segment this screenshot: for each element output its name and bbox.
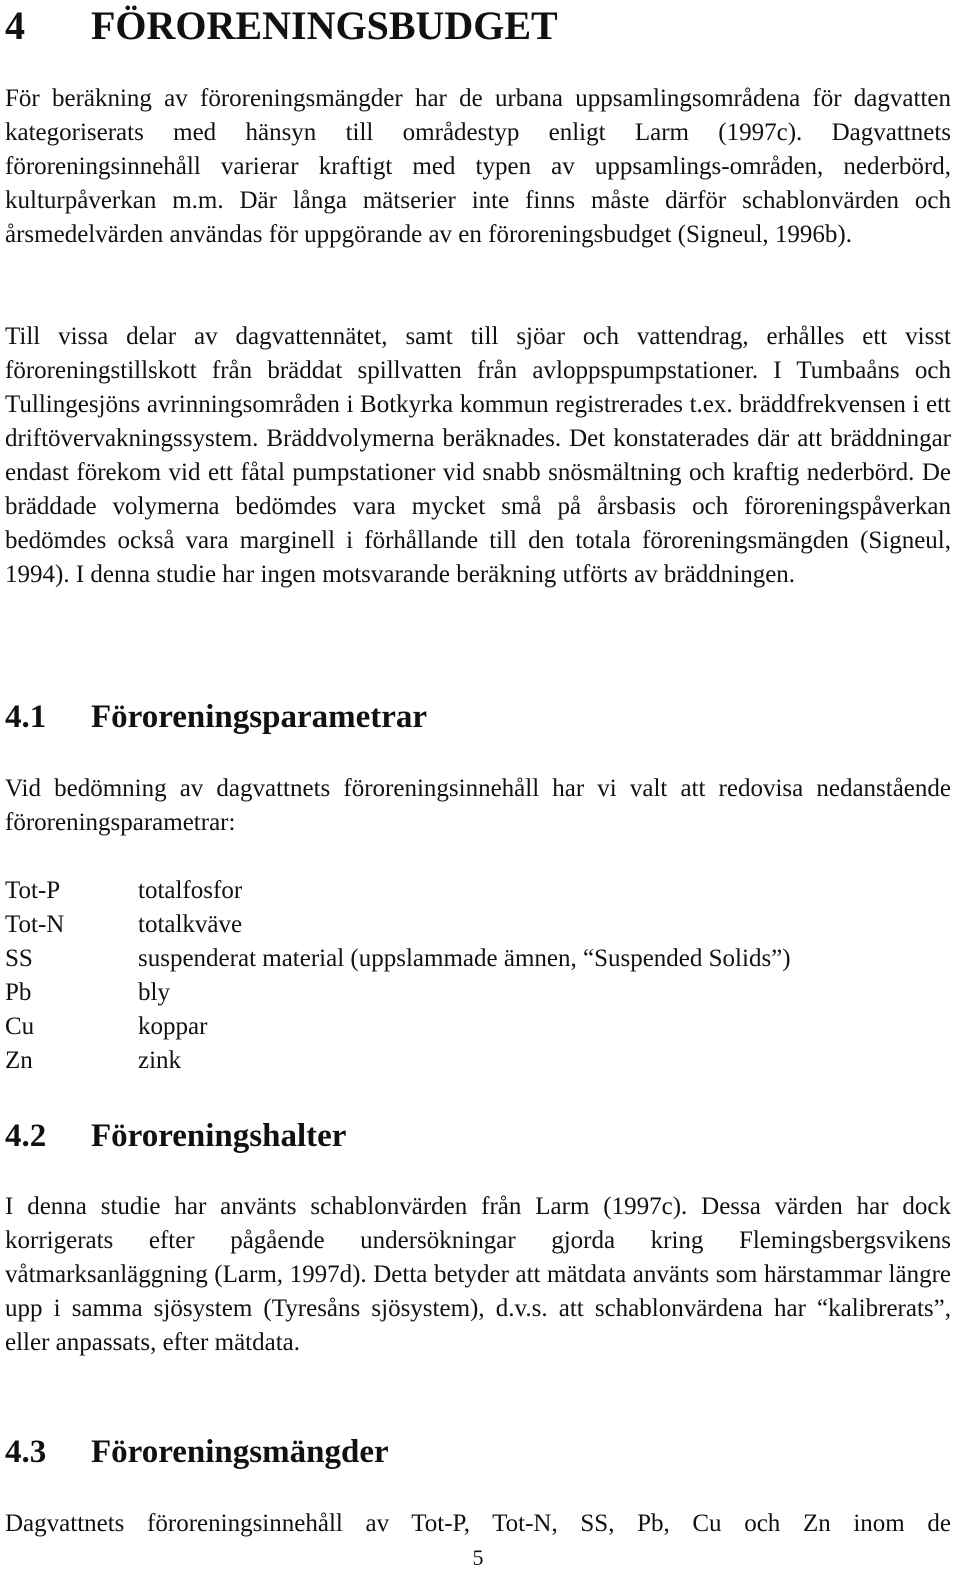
parameter-description: totalkväve <box>138 911 243 938</box>
section-title: Föroreningsparametrar <box>91 699 428 735</box>
parameter-row <box>5 976 791 1010</box>
parameter-description: koppar <box>138 1013 208 1040</box>
chapter-number: 4 <box>5 3 25 48</box>
chapter-heading <box>5 2 558 50</box>
section-heading-4-2 <box>5 1116 346 1156</box>
parameter-code: Cu <box>5 1013 35 1040</box>
section-title: Föroreningsmängder <box>91 1434 389 1470</box>
parameter-list <box>5 874 791 1078</box>
parameter-row <box>5 908 791 942</box>
section-4-1-intro: Vid bedömning av dagvattnets föroreningsinnehåll har vi valt att redovisa nedanstående föroreningsparametrar: <box>5 775 951 836</box>
section-heading-4-3 <box>5 1432 389 1472</box>
section-4-2-paragraph: I denna studie har använts schablonvärden från Larm (1997c). Dessa värden har dock korrigerats efter pågående undersökningar gjorda kring Flemingsbergsvikens våtmarksanläggning (Larm, 1997d). Detta betyder att mätdata använts som härstammar längre upp i samma sjösystem (Tyresåns sjösystem), d.v.s. att schablonvärdena har “kalibrerats”, eller anpassats, efter mätdata. <box>5 1193 951 1356</box>
parameter-description: totalfosfor <box>138 877 243 904</box>
page-number: 5 <box>472 1545 484 1570</box>
section-heading-4-1 <box>5 697 427 737</box>
parameter-row <box>5 874 791 908</box>
parameter-code: Zn <box>5 1047 33 1074</box>
parameter-row <box>5 1044 791 1078</box>
parameter-code: Pb <box>5 979 32 1006</box>
section-title: Föroreningshalter <box>91 1118 347 1154</box>
parameter-row <box>5 942 791 976</box>
section-number: 4.3 <box>5 1434 47 1470</box>
parameter-row <box>5 1010 791 1044</box>
chapter-title: FÖRORENINGSBUDGET <box>91 3 558 48</box>
parameter-code: SS <box>5 945 33 972</box>
section-number: 4.1 <box>5 699 47 735</box>
parameter-description: bly <box>138 979 170 1006</box>
section-4-3-paragraph: Dagvattnets föroreningsinnehåll av Tot-P, Tot-N, SS, Pb, Cu och Zn inom de <box>5 1510 951 1537</box>
chapter-paragraph-2: Till vissa delar av dagvattennätet, samt till sjöar och vattendrag, erhålles ett visst föroreningstillskott från bräddat spillvatten från avloppspumpstationer. I Tumbaåns och Tullingesjöns avrinningsområden i Botkyrka kommun registrerades t.ex. bräddfrekvensen i ett driftövervakningssystem. Bräddvolymerna beräknades. Det konstaterades där att bräddningar endast förekom vid ett fåtal pumpstationer vid snabb snösmältning och kraftig nederbörd. De bräddade volymerna bedömdes vara mycket små på årsbasis och föroreningspåverkan bedömdes också vara marginell i förhållande till den totala föroreningsmängden (Signeul, 1994). I denna studie har ingen motsvarande beräkning utförts av bräddningen. <box>5 323 951 588</box>
section-number: 4.2 <box>5 1118 47 1154</box>
parameter-description: suspenderat material (uppslammade ämnen, “Suspended Solids”) <box>138 945 791 972</box>
chapter-paragraph-1: För beräkning av föroreningsmängder har de urbana uppsamlingsområdena för dagvatten kategoriserats med hänsyn till områdestyp enligt Larm (1997c). Dagvattnets föroreningsinnehåll varierar kraftigt med typen av uppsamlings-områden, nederbörd, kulturpåverkan m.m. Där långa mätserier inte finns måste därför schablonvärden och årsmedelvärden användas för uppgörande av en föroreningsbudget (Signeul, 1996b). <box>5 85 951 248</box>
parameter-description: zink <box>138 1047 182 1074</box>
parameter-code: Tot-N <box>5 911 65 938</box>
parameter-code: Tot-P <box>5 877 61 904</box>
